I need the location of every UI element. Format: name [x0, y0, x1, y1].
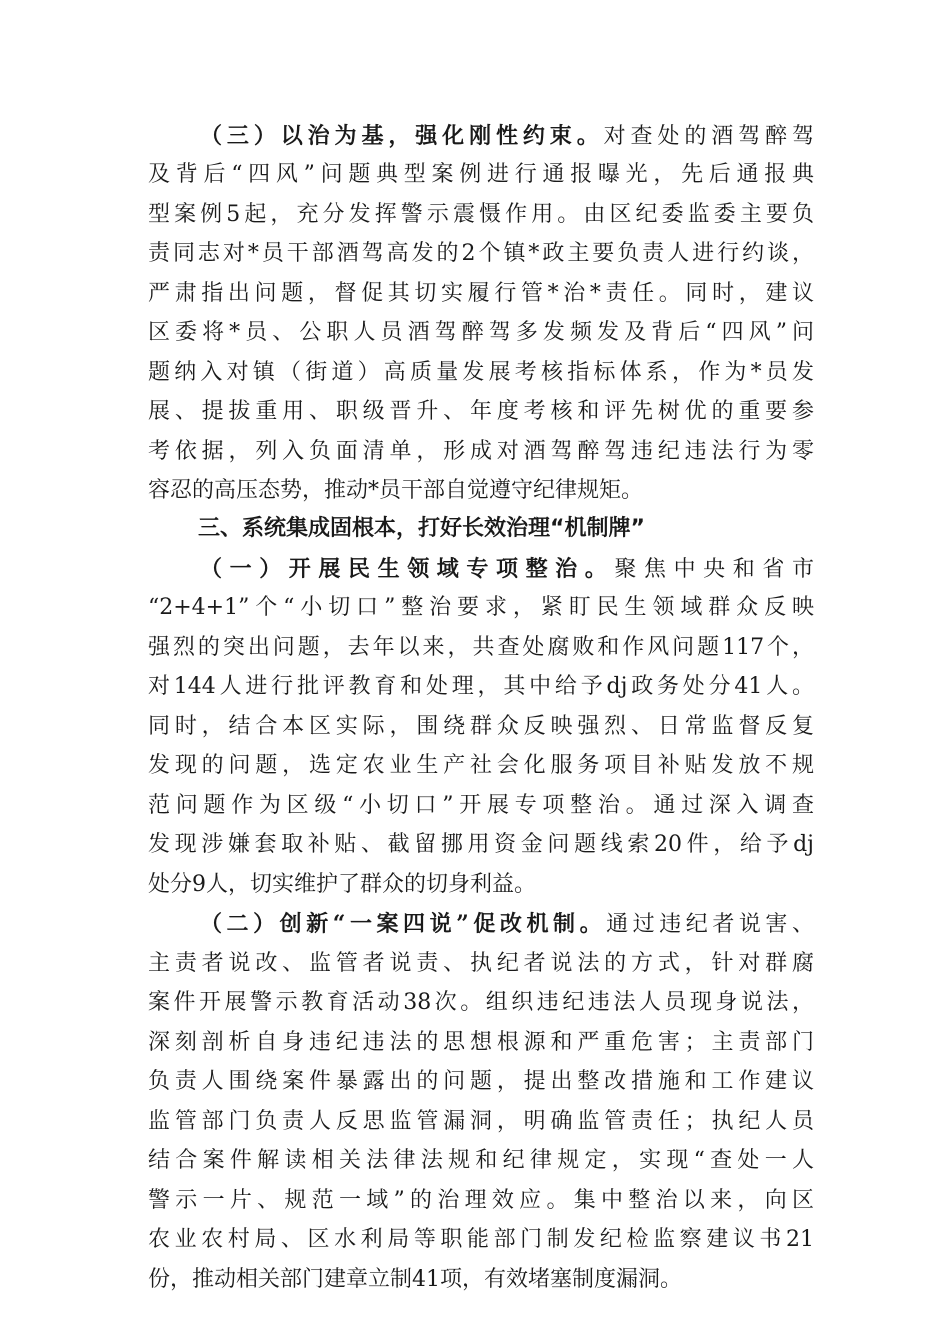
- paragraph-line: 深刻剖析自身违纪违法的思想根源和严重危害；主责部门: [148, 1030, 814, 1055]
- paragraph-lead: （三）以治为基，强化刚性约束。: [200, 123, 604, 149]
- paragraph-line: 展、提拔重用、职级晋升、年度考核和评先树优的重要参: [148, 399, 814, 424]
- paragraph-line: （一）开展民生领域专项整治。聚焦中央和省市: [200, 556, 814, 582]
- section-heading: 三、系统集成固根本，打好长效治理“机制牌”: [198, 516, 645, 541]
- paragraph-line: 发现涉嫌套取补贴、截留挪用资金问题线索20件，给予dj: [148, 832, 814, 857]
- paragraph-line: 考依据，列入负面清单，形成对酒驾醉驾违纪违法行为零: [148, 439, 814, 464]
- paragraph-line: 案件开展警示教育活动38次。组织违纪违法人员现身说法，: [148, 990, 814, 1015]
- paragraph-line: （二）创新“一案四说”促改机制。通过违纪者说害、: [200, 911, 814, 937]
- paragraph-line: 警示一片、规范一域”的治理效应。集中整治以来，向区: [148, 1188, 814, 1213]
- paragraph-line: 发现的问题，选定农业生产社会化服务项目补贴发放不规: [148, 753, 814, 778]
- paragraph-line: 负责人围绕案件暴露出的问题，提出整改措施和工作建议: [148, 1069, 814, 1094]
- paragraph-line: 型案例5起，充分发挥警示震慑作用。由区纪委监委主要负: [148, 202, 814, 227]
- paragraph-line: 强烈的突出问题，去年以来，共查处腐败和作风问题117个，: [148, 635, 814, 660]
- paragraph-line: 题纳入对镇（街道）高质量发展考核指标体系，作为*员发: [148, 360, 814, 385]
- paragraph-line: 责同志对*员干部酒驾高发的2个镇*政主要负责人进行约谈，: [148, 241, 814, 266]
- paragraph-lead: （二）创新“一案四说”促改机制。: [200, 911, 607, 937]
- paragraph-line: 严肃指出问题，督促其切实履行管*治*责任。同时，建议: [148, 281, 814, 306]
- paragraph-line: 范问题作为区级“小切口”开展专项整治。通过深入调查: [148, 793, 814, 818]
- paragraph-line: （三）以治为基，强化刚性约束。对查处的酒驾醉驾: [200, 123, 814, 149]
- paragraph-line: 主责者说改、监管者说责、执纪者说法的方式，针对群腐: [148, 951, 814, 976]
- paragraph-line: 农业农村局、区水利局等职能部门制发纪检监察建议书21: [148, 1227, 814, 1252]
- paragraph-lead: （一）开展民生领域专项整治。: [200, 556, 615, 582]
- paragraph-line: “2+4+1”个“小切口”整治要求，紧盯民生领域群众反映: [148, 595, 814, 620]
- paragraph-line: 对144人进行批评教育和处理，其中给予dj政务处分41人。: [148, 674, 814, 699]
- paragraph-line: 处分9人，切实维护了群众的切身利益。: [148, 872, 536, 897]
- paragraph-line: 容忍的高压态势，推动*员干部自觉遵守纪律规矩。: [148, 478, 644, 503]
- paragraph-line: 及背后“四风”问题典型案例进行通报曝光，先后通报典: [148, 162, 814, 187]
- paragraph-line: 同时，结合本区实际，围绕群众反映强烈、日常监督反复: [148, 714, 814, 739]
- paragraph-line: 份，推动相关部门建章立制41项，有效堵塞制度漏洞。: [148, 1267, 682, 1292]
- paragraph-line: 监管部门负责人反思监管漏洞，明确监管责任；执纪人员: [148, 1109, 814, 1134]
- paragraph-line: 区委将*员、公职人员酒驾醉驾多发频发及背后“四风”问: [148, 320, 814, 345]
- paragraph-line: 结合案件解读相关法律法规和纪律规定，实现“查处一人: [148, 1148, 814, 1173]
